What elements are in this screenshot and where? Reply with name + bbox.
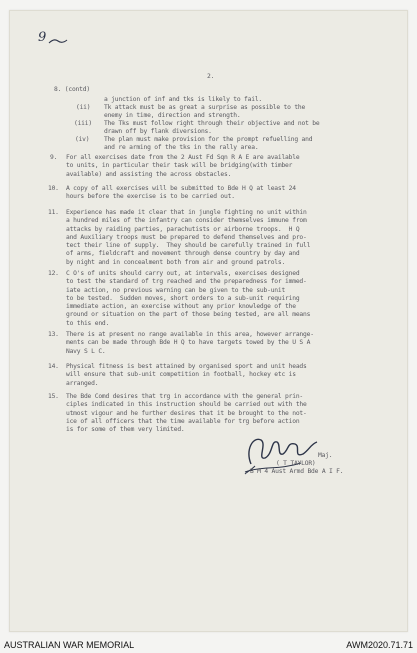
para8-item-text: The Tks must follow right through their objective and not be drawn off by flank diversions. <box>104 120 320 136</box>
paragraph-text: A copy of all exercises will be submitted to Bde H Q at least 24 hours before the exercise is to be carried out. <box>66 185 296 201</box>
paragraph-number: 14. <box>48 363 59 370</box>
paragraph-text: Experience has made it clear that in jungle fighting no unit within a hundred miles of the infantry can consider themselves immune from attacks by raiding parties, parachutists or airborne troops. H Q and Auxiliary troops must be prepared to defend themselves and pro- tect their line of supply. They should be carefully trained in full of arms, fieldcraft and movement through dense country by day and by night and in concealment both from air and ground patrols. <box>66 209 311 266</box>
pen-stroke-icon <box>48 36 68 46</box>
para8-line-a: a junction of inf and tks is likely to fail. <box>104 96 263 103</box>
signatory-rank: Maj. <box>318 452 333 459</box>
footer-institution: AUSTRALIAN WAR MEMORIAL <box>4 640 135 650</box>
paragraph-number: 12. <box>48 270 59 277</box>
signatory-name: ( T TAYLOR) <box>276 460 316 467</box>
handwritten-page-mark: 9 <box>38 30 47 45</box>
paragraph-text: For all exercises date from the 2 Aust Fd Sqn R A E are available to units, in particular their task will be bridging(with timber available) and assisting the across obstacles. <box>66 154 300 178</box>
footer-accession-number: AWM2020.71.71 <box>346 640 413 650</box>
section-heading: 8. (contd) <box>54 86 90 93</box>
para8-item-label: (iii) <box>74 120 92 127</box>
paragraph-text: There is at present no range available in this area, however arrange- ments can be made through Bde H Q to have targets towed by the U S A Navy S L C. <box>66 331 314 355</box>
paragraph-number: 9. <box>50 154 58 161</box>
archive-footer <box>0 639 417 653</box>
paragraph-text: C O's of units should carry out, at intervals, exercises designed to test the standard of trg reached and the preparedness for immed- iate action, no previous warning can be given to the sub-unit to be tested. Sudden moves, short orders to a sub-unit requiring immediate action, an exercise without any prior knowledge of the ground or situation on the part of those being tested, are all means to this end. <box>66 270 311 327</box>
page-number: 2. <box>207 73 215 80</box>
paragraph-number: 11. <box>48 209 59 216</box>
paragraph-number: 15. <box>48 393 59 400</box>
paragraph-text: The Bde Comd desires that trg in accordance with the general prin- ciples indicated in this instruction should be carried out with the utmost vigour and he further desires that it be brought to the not- ice of all officers that the time available for trg before action is for some of them very limited. <box>66 393 307 434</box>
paragraph-number: 10. <box>48 185 59 192</box>
paragraph-number: 13. <box>48 331 59 338</box>
para8-item-text: Tk attack must be as great a surprise as possible to the enemy in time, direction and strength. <box>104 104 306 120</box>
para8-item-text: The plan must make provision for the prompt refuelling and and re arming of the tks in the rally area. <box>104 136 313 152</box>
para8-item-label: (iv) <box>75 136 90 143</box>
paragraph-text: Physical fitness is best attained by organised sport and unit heads will ensure that sub-unit competition in football, hockey etc is arranged. <box>66 363 307 387</box>
para8-item-label: (ii) <box>76 104 91 111</box>
signatory-appointment: B M 4 Aust Armd Bde A I F. <box>250 468 344 475</box>
